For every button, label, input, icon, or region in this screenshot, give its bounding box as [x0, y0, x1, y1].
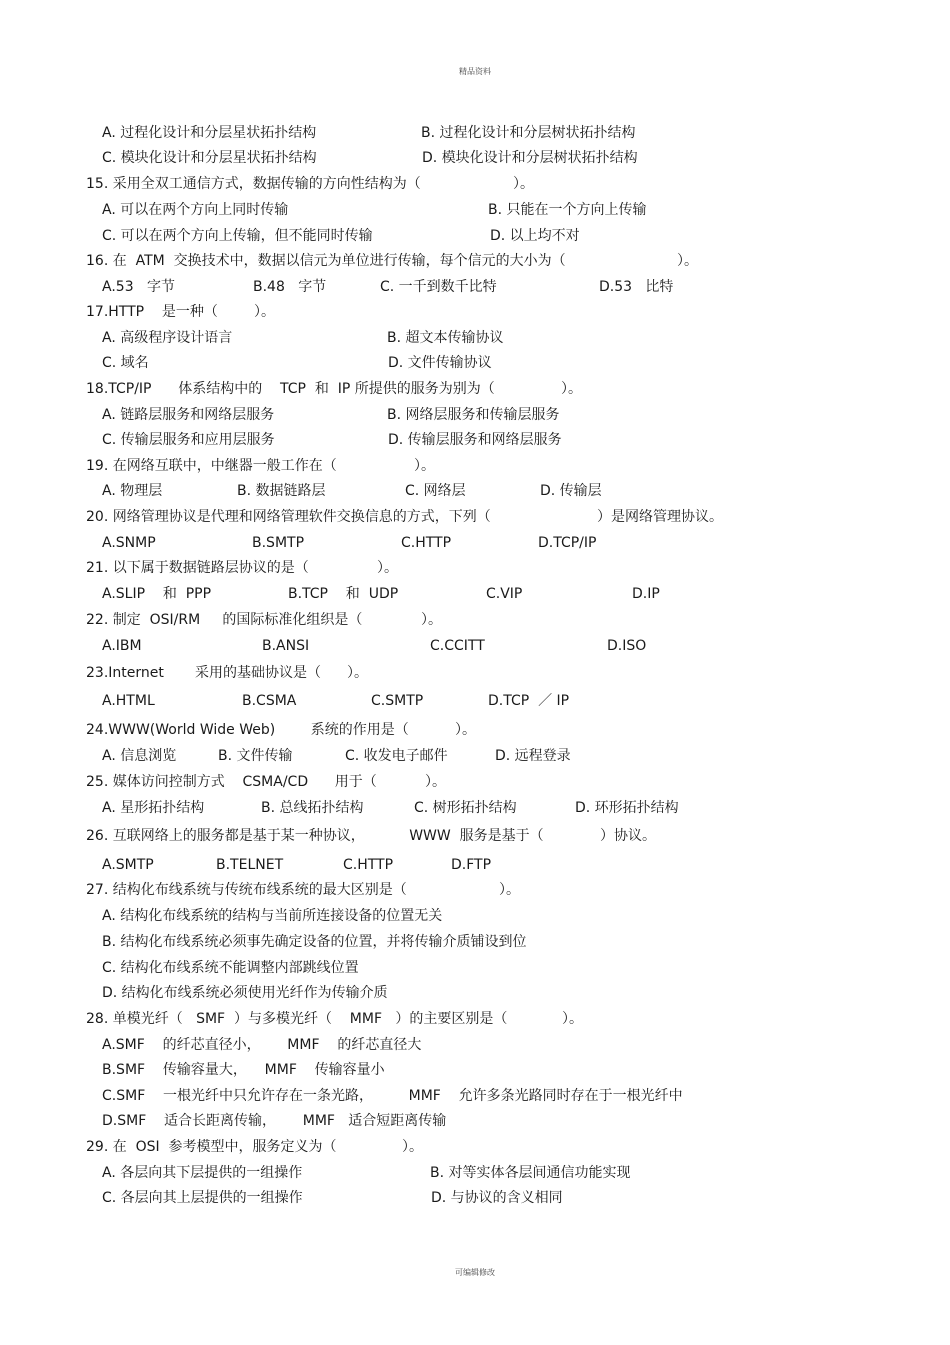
text-line	[0, 691, 950, 711]
text-line	[0, 456, 950, 476]
text-segment: D. 以上均不对	[490, 228, 580, 244]
text-line	[0, 1035, 950, 1055]
text-segment: D. 模块化设计和分层树状拓扑结构	[422, 150, 638, 166]
text-segment: D.TCP ／ IP	[488, 693, 570, 709]
text-line	[0, 958, 950, 978]
text-line	[0, 1009, 950, 1029]
text-segment: D. 文件传输协议	[388, 355, 492, 371]
text-segment: C. 各层向其上层提供的一组操作	[102, 1190, 303, 1206]
text-segment: C.HTTP	[343, 857, 394, 873]
text-segment: ）。	[377, 560, 398, 576]
text-segment: 29. 在 OSI 参考模型中，服务定义为（	[86, 1139, 337, 1155]
text-line	[0, 302, 950, 322]
text-segment: B. 总线拓扑结构	[261, 800, 364, 816]
text-segment: 28. 单模光纤（ SMF ）与多模光纤（ MMF ）的主要区别是（	[86, 1011, 508, 1027]
text-segment: C.CCITT	[430, 638, 485, 654]
text-segment: A.53 字节	[102, 279, 175, 295]
text-segment: 20. 网络管理协议是代理和网络管理软件交换信息的方式，下列（	[86, 509, 491, 525]
text-segment: ）协议。	[600, 828, 656, 844]
text-segment: 16. 在 ATM 交换技术中，数据以信元为单位进行传输，每个信元的大小为（	[86, 253, 566, 269]
text-segment: B. 超文本传输协议	[387, 330, 504, 346]
text-line	[0, 1188, 950, 1208]
text-line	[0, 746, 950, 766]
text-line	[0, 558, 950, 578]
text-line	[0, 1137, 950, 1157]
text-line	[0, 379, 950, 399]
text-segment: D. 远程登录	[495, 748, 571, 764]
page-footer: 可编辑修改	[455, 1268, 495, 1277]
text-segment: 15. 采用全双工通信方式，数据传输的方向性结构为（	[86, 176, 421, 192]
text-line	[0, 353, 950, 373]
text-segment: 27. 结构化布线系统与传统布线系统的最大区别是（	[86, 882, 407, 898]
text-segment: A. 星形拓扑结构	[102, 800, 205, 816]
text-line	[0, 430, 950, 450]
text-line	[0, 1111, 950, 1131]
text-segment: C. 一千到数千比特	[380, 279, 497, 295]
text-segment: B.CSMA	[242, 693, 297, 709]
text-segment: ）。	[425, 774, 446, 790]
text-segment: ）。	[254, 304, 275, 320]
text-segment: A. 可以在两个方向上同时传输	[102, 202, 289, 218]
text-segment: B. 文件传输	[218, 748, 293, 764]
text-line	[0, 932, 950, 952]
text-segment: D. 结构化布线系统必须使用光纤作为传输介质	[102, 985, 388, 1001]
text-segment: D. 环形拓扑结构	[575, 800, 679, 816]
text-line	[0, 200, 950, 220]
text-line	[0, 251, 950, 271]
text-segment: 23.Internet 采用的基础协议是（	[86, 665, 322, 681]
text-segment: A. 物理层	[102, 483, 163, 499]
text-segment: A.SMF 的纤芯直径小， MMF 的纤芯直径大	[102, 1037, 422, 1053]
text-segment: C. 传输层服务和应用层服务	[102, 432, 275, 448]
text-segment: ）是网络管理协议。	[597, 509, 723, 525]
text-line	[0, 855, 950, 875]
text-line	[0, 226, 950, 246]
text-line	[0, 1086, 950, 1106]
text-segment: C.VIP	[486, 586, 523, 602]
text-segment: ）。	[561, 381, 582, 397]
text-segment: A. 高级程序设计语言	[102, 330, 233, 346]
text-segment: ）。	[421, 612, 442, 628]
text-segment: A.SNMP	[102, 535, 156, 551]
text-segment: B.SMTP	[252, 535, 305, 551]
text-segment: B. 对等实体各层间通信功能实现	[430, 1165, 631, 1181]
text-line	[0, 1060, 950, 1080]
page-header: 精品资料	[459, 67, 491, 76]
text-segment: B. 网络层服务和传输层服务	[387, 407, 560, 423]
text-segment: C.SMF 一根光纤中只允许存在一条光路， MMF 允许多条光路同时存在于一根光纤中	[102, 1088, 683, 1104]
text-segment: D. 传输层服务和网络层服务	[388, 432, 562, 448]
text-segment: D.TCP/IP	[538, 535, 597, 551]
text-segment: 18.TCP/IP 体系结构中的 TCP 和 IP 所提供的服务为别为（	[86, 381, 495, 397]
text-segment: ）。	[347, 665, 368, 681]
text-segment: 22. 制定 OSI/RM 的国际标准化组织是（	[86, 612, 363, 628]
text-segment: C.HTTP	[401, 535, 452, 551]
text-segment: ）。	[513, 176, 534, 192]
text-line	[0, 636, 950, 656]
text-segment: 21. 以下属于数据链路层协议的是（	[86, 560, 309, 576]
text-segment: A.SMTP	[102, 857, 154, 873]
text-segment: 25. 媒体访问控制方式 CSMA/CD 用于（	[86, 774, 377, 790]
text-line	[0, 880, 950, 900]
text-line	[0, 123, 950, 143]
text-segment: D.ISO	[607, 638, 647, 654]
text-segment: C.SMTP	[371, 693, 424, 709]
text-line	[0, 533, 950, 553]
text-segment: B. 只能在一个方向上传输	[488, 202, 647, 218]
text-segment: A.SLIP 和 PPP	[102, 586, 212, 602]
text-segment: C. 模块化设计和分层星状拓扑结构	[102, 150, 317, 166]
text-line	[0, 174, 950, 194]
text-segment: D.53 比特	[599, 279, 674, 295]
text-line	[0, 405, 950, 425]
text-line	[0, 983, 950, 1003]
text-segment: A.IBM	[102, 638, 142, 654]
text-segment: B.TELNET	[216, 857, 284, 873]
text-segment: A. 过程化设计和分层星状拓扑结构	[102, 125, 317, 141]
text-segment: ）。	[414, 458, 435, 474]
text-line	[0, 663, 950, 683]
text-segment: B.SMF 传输容量大， MMF 传输容量小	[102, 1062, 385, 1078]
text-segment: A.HTML	[102, 693, 155, 709]
text-segment: D.IP	[632, 586, 660, 602]
text-line	[0, 798, 950, 818]
text-line	[0, 507, 950, 527]
text-line	[0, 720, 950, 740]
text-segment: C. 域名	[102, 355, 149, 371]
text-line	[0, 1163, 950, 1183]
text-segment: A. 链路层服务和网络层服务	[102, 407, 275, 423]
text-segment: 17.HTTP 是一种（	[86, 304, 218, 320]
text-segment: A. 结构化布线系统的结构与当前所连接设备的位置无关	[102, 908, 443, 924]
text-segment: ）。	[499, 882, 520, 898]
text-line	[0, 906, 950, 926]
text-line	[0, 584, 950, 604]
text-line	[0, 328, 950, 348]
text-segment: A. 信息浏览	[102, 748, 177, 764]
text-segment: ）。	[402, 1139, 423, 1155]
text-segment: C. 网络层	[405, 483, 466, 499]
text-segment: 26. 互联网络上的服务都是基于某一种协议， WWW 服务是基于（	[86, 828, 544, 844]
text-segment: ）。	[455, 722, 476, 738]
text-segment: A. 各层向其下层提供的一组操作	[102, 1165, 303, 1181]
text-segment: B. 过程化设计和分层树状拓扑结构	[421, 125, 636, 141]
text-segment: B. 数据链路层	[237, 483, 326, 499]
text-segment: B. 结构化布线系统必须事先确定设备的位置，并将传输介质铺设到位	[102, 934, 527, 950]
text-segment: ）。	[562, 1011, 583, 1027]
text-line	[0, 481, 950, 501]
text-line	[0, 148, 950, 168]
text-segment: ）。	[677, 253, 698, 269]
text-segment: C. 收发电子邮件	[345, 748, 448, 764]
text-segment: 19. 在网络互联中，中继器一般工作在（	[86, 458, 337, 474]
text-line	[0, 772, 950, 792]
text-segment: C. 树形拓扑结构	[414, 800, 517, 816]
text-segment: D. 传输层	[540, 483, 602, 499]
text-segment: D.SMF 适合长距离传输， MMF 适合短距离传输	[102, 1113, 447, 1129]
text-segment: C. 可以在两个方向上传输，但不能同时传输	[102, 228, 373, 244]
text-segment: B.TCP 和 UDP	[288, 586, 399, 602]
text-line	[0, 277, 950, 297]
text-segment: 24.WWW(World Wide Web) 系统的作用是（	[86, 722, 409, 738]
text-segment: D. 与协议的含义相同	[431, 1190, 563, 1206]
text-segment: C. 结构化布线系统不能调整内部跳线位置	[102, 960, 359, 976]
text-line	[0, 610, 950, 630]
text-segment: B.48 字节	[253, 279, 327, 295]
text-segment: D.FTP	[451, 857, 492, 873]
text-segment: B.ANSI	[262, 638, 310, 654]
text-line	[0, 826, 950, 846]
